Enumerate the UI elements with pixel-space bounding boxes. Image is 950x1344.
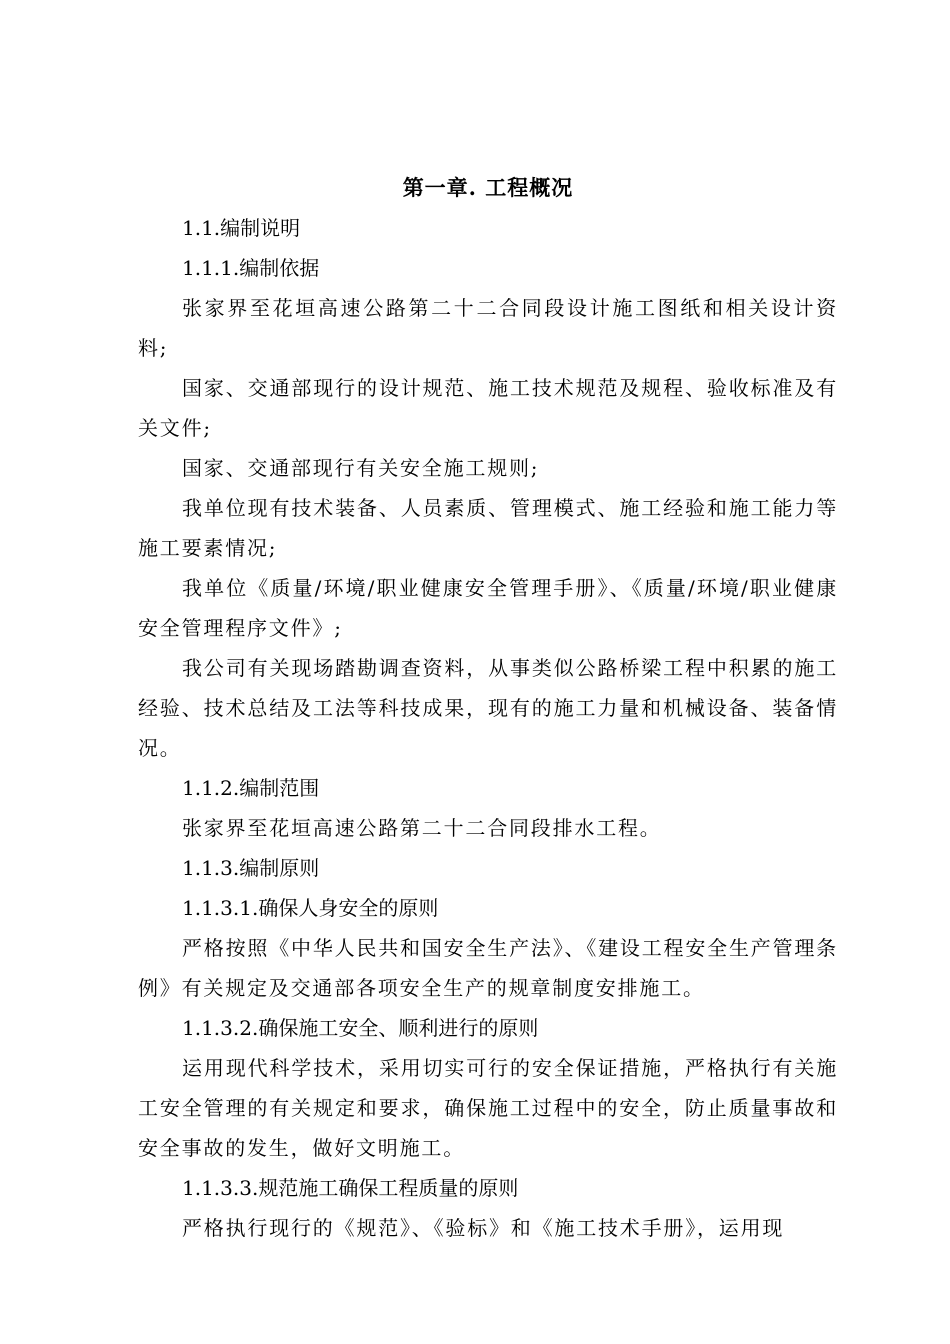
paragraph: 我单位《质量/环境/职业健康安全管理手册》、《质量/环境/职业健康安全管理程序文件》; (138, 576, 838, 640)
paragraph: 张家界至花垣高速公路第二十二合同段设计施工图纸和相关设计资料; (138, 296, 838, 360)
paragraph: 运用现代科学技术，采用切实可行的安全保证措施，严格执行有关施工安全管理的有关规定和要求，确保施工过程中的安全，防止质量事故和安全事故的发生，做好文明施工。 (138, 1056, 838, 1160)
section-heading: 1.1.3.3.规范施工确保工程质量的原则 (182, 1176, 519, 1200)
chapter-title: 第一章. 工程概况 (402, 175, 574, 200)
section-heading: 1.1.2.编制范围 (182, 776, 320, 800)
section-heading: 1.1.3.2.确保施工安全、顺利进行的原则 (182, 1016, 539, 1040)
section-heading: 1.1.3.编制原则 (182, 856, 320, 880)
section-heading: 1.1.编制说明 (182, 216, 301, 240)
paragraph: 我单位现有技术装备、人员素质、管理模式、施工经验和施工能力等施工要素情况; (138, 496, 838, 560)
paragraph: 国家、交通部现行有关安全施工规则; (182, 456, 540, 480)
paragraph: 我公司有关现场踏勘调查资料，从事类似公路桥梁工程中积累的施工经验、技术总结及工法等科技成果，现有的施工力量和机械设备、装备情况。 (138, 656, 838, 760)
paragraph: 张家界至花垣高速公路第二十二合同段排水工程。 (182, 816, 662, 840)
paragraph: 严格按照《中华人民共和国安全生产法》、《建设工程安全生产管理条例》有关规定及交通部各项安全生产的规章制度安排施工。 (138, 936, 838, 1000)
paragraph: 国家、交通部现行的设计规范、施工技术规范及规程、验收标准及有关文件; (138, 376, 838, 440)
paragraph: 严格执行现行的《规范》、《验标》和《施工技术手册》，运用现 (182, 1216, 785, 1240)
section-heading: 1.1.3.1.确保人身安全的原则 (182, 896, 439, 920)
document-body (138, 168, 838, 1248)
section-heading: 1.1.1.编制依据 (182, 256, 320, 280)
